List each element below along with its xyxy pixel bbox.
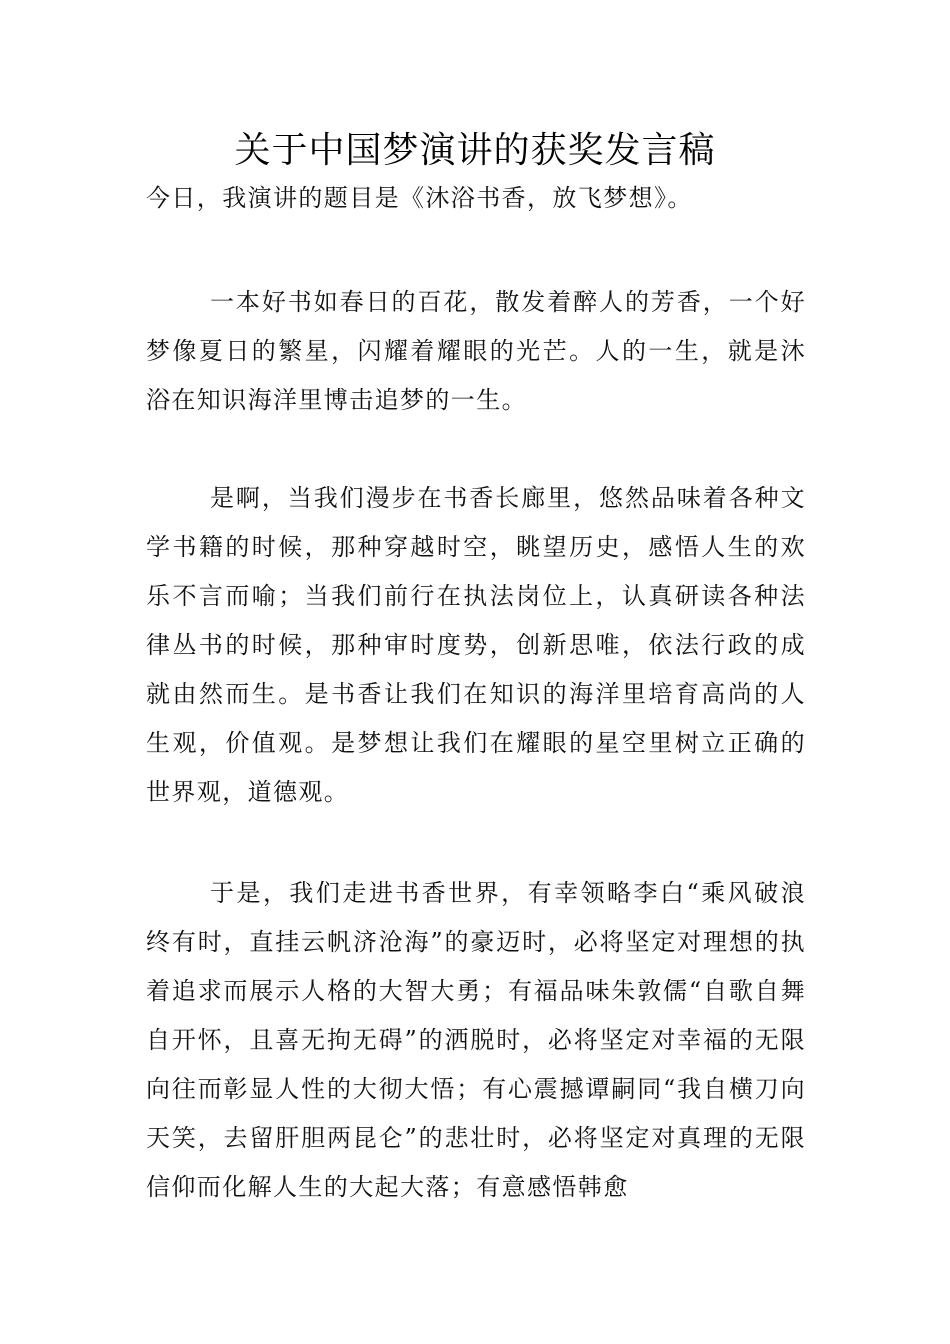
document-title: 关于中国梦演讲的获奖发言稿 (234, 130, 716, 171)
paragraph-2: 是啊，当我们漫步在书香长廊里，悠然品味着各种文学书籍的时候，那种穿越时空，眺望历史，感悟人生的欢乐不言而喻；当我们前行在执法岗位上，认真研读各种法律丛书的时候，那种审时度势，创新思唯，依法行政的成就由然而生。是书香让我们在知识的海洋里培育高尚的人生观，价值观。是梦想让我们在耀眼的星空里树立正确的世界观，道德观。 (146, 484, 806, 806)
paragraph-3: 于是，我们走进书香世界，有幸领略李白“乘风破浪终有时，直挂云帆济沧海”的豪迈时，必将坚定对理想的执着追求而展示人格的大智大勇；有福品味朱敦儒“自歌自舞自开怀，且喜无拘无碍”的洒脱时，必将坚定对幸福的无限向往而彰显人性的大彻大悟；有心震撼谭嗣同“我自横刀向天笑，去留肝胆两昆仑”的悲壮时，必将坚定对真理的无限信仰而化解人生的大起大落；有意感悟韩愈 (146, 879, 806, 1201)
paragraph-1: 一本好书如春日的百花，散发着醉人的芳香，一个好梦像夏日的繁星，闪耀着耀眼的光芒。人的一生，就是沐浴在知识海洋里博击追梦的一生。 (146, 288, 806, 414)
intro-line: 今日，我演讲的题目是《沐浴书香，放飞梦想》。 (146, 184, 693, 212)
